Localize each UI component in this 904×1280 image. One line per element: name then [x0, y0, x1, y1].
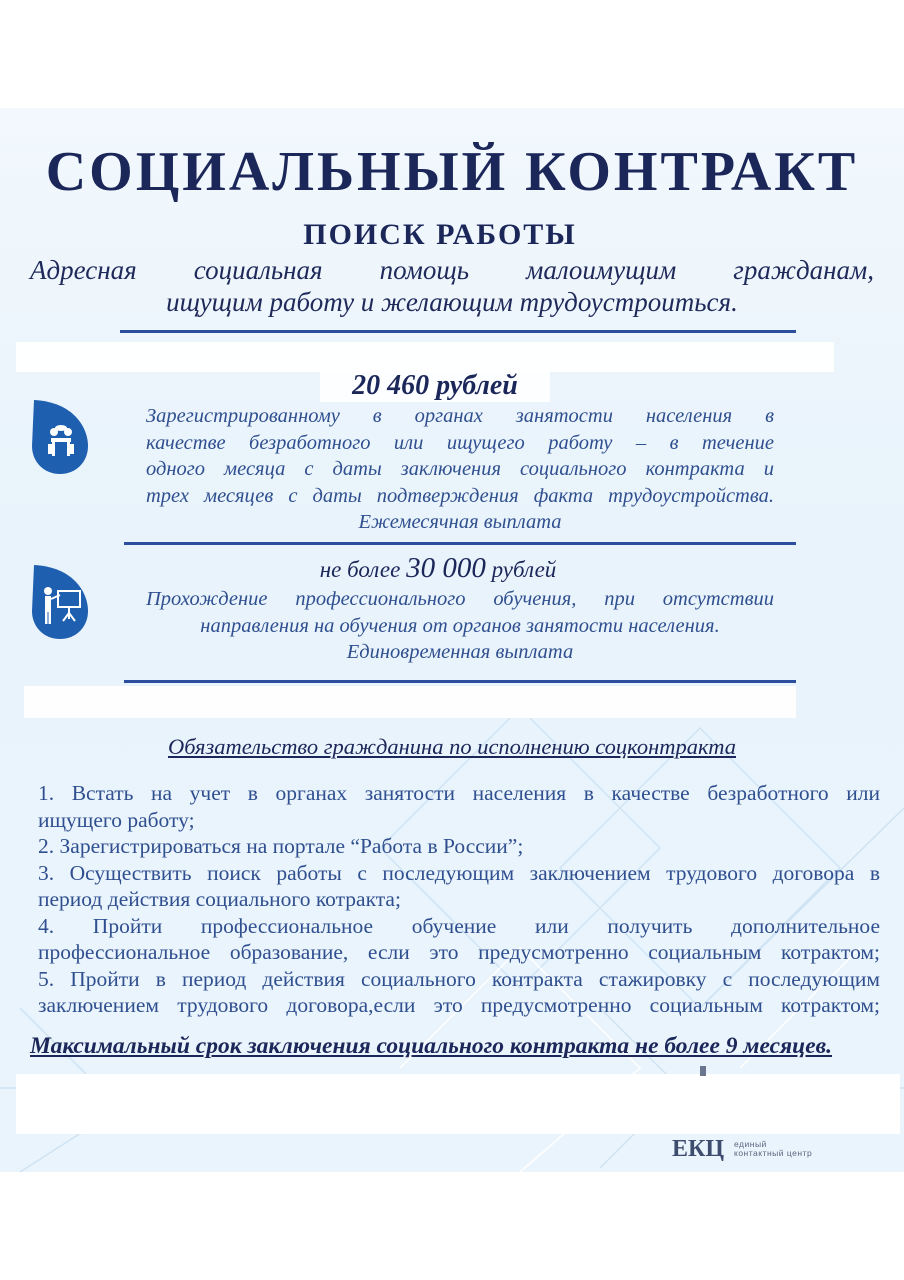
obligations-list — [38, 780, 880, 1019]
obligation-3-line-1: 3. Осуществить поиск работы с последующим заключением трудового договора в — [38, 860, 880, 885]
meeting-people-icon — [30, 398, 90, 476]
obligation-5-line-2: заключением трудового договора,если это предусмотренно социальным котрактом; — [38, 993, 880, 1017]
ekc-logo: ЕКЦ — [672, 1136, 725, 1162]
divider — [124, 680, 796, 683]
payment-1-line-4: трех месяцев с даты подтверждения факта трудоустройства. — [146, 484, 774, 507]
payment-1-line-2: качестве безработного или ищущего работу – в течение — [146, 431, 774, 454]
white-band-top — [16, 342, 834, 372]
divider — [124, 542, 796, 545]
payment-2-line-1: Прохождение профессионального обучения, при отсутствии — [146, 588, 774, 610]
obligation-2-line-1: 2. Зарегистрироваться на портале “Работа в России”; — [38, 834, 524, 858]
obligation-1-line-1: 1. Встать на учет в органах занятости населения в качестве безработного или — [38, 781, 880, 805]
white-footer-band — [16, 1074, 900, 1134]
payment-1-note: Ежемесячная выплата — [358, 511, 562, 533]
ekc-logo-text — [734, 1140, 884, 1158]
amount-value: 30 000 — [406, 552, 486, 584]
obligation-5-line-1: 5. Пройти в период действия социального контракта стажировку с последующим — [38, 966, 880, 991]
payment-1-line-1: Зарегистрированному в органах занятости населения в — [146, 405, 774, 427]
payment-1-line-3: одного месяца с даты заключения социального контракта и — [146, 458, 774, 480]
obligations-heading: Обязательство гражданина по исполнению соцконтракта — [167, 734, 736, 759]
obligation-1-line-2: ищущего работу; — [38, 807, 195, 832]
payment-2-note: Единовременная выплата — [346, 641, 574, 663]
amount-suffix: рублей — [491, 557, 557, 582]
logo-line-2: контактный центр — [734, 1148, 813, 1158]
presentation-board-icon — [30, 563, 90, 641]
payment-amount-monthly: 20 460 рублей — [320, 370, 550, 402]
logo-line-1: единый — [734, 1139, 767, 1149]
obligation-3-line-2: период действия социального котракта; — [38, 887, 401, 911]
lead-text — [30, 254, 874, 318]
max-term-note: Максимальный срок заключения социального контракта не более 9 месяцев. — [30, 1033, 833, 1059]
payment-2-line-2: направления на обучения от органов занятости населения. — [200, 614, 720, 637]
payment-description-monthly — [146, 403, 774, 536]
lead-line-1: Адресная социальная помощь малоимущим гражданам, — [30, 255, 874, 285]
obligation-4-line-1: 4. Пройти профессиональное обучение или получить дополнительное — [38, 913, 880, 938]
footer-tick — [700, 1066, 706, 1076]
payment-description-once — [146, 586, 774, 666]
obligation-4-line-2: профессиональное образование, если это предусмотренно социальным котрактом; — [38, 940, 880, 964]
white-band-bottom — [24, 686, 796, 718]
payment-amount-once — [0, 552, 876, 585]
divider — [120, 330, 796, 333]
amount-prefix: не более — [319, 557, 401, 582]
page-title: СОЦИАЛЬНЫЙ КОНТРАКТ — [45, 141, 859, 203]
lead-line-2: ищущим работу и желающим трудоустроиться. — [166, 287, 738, 317]
page-subtitle: ПОИСК РАБОТЫ — [303, 218, 577, 251]
